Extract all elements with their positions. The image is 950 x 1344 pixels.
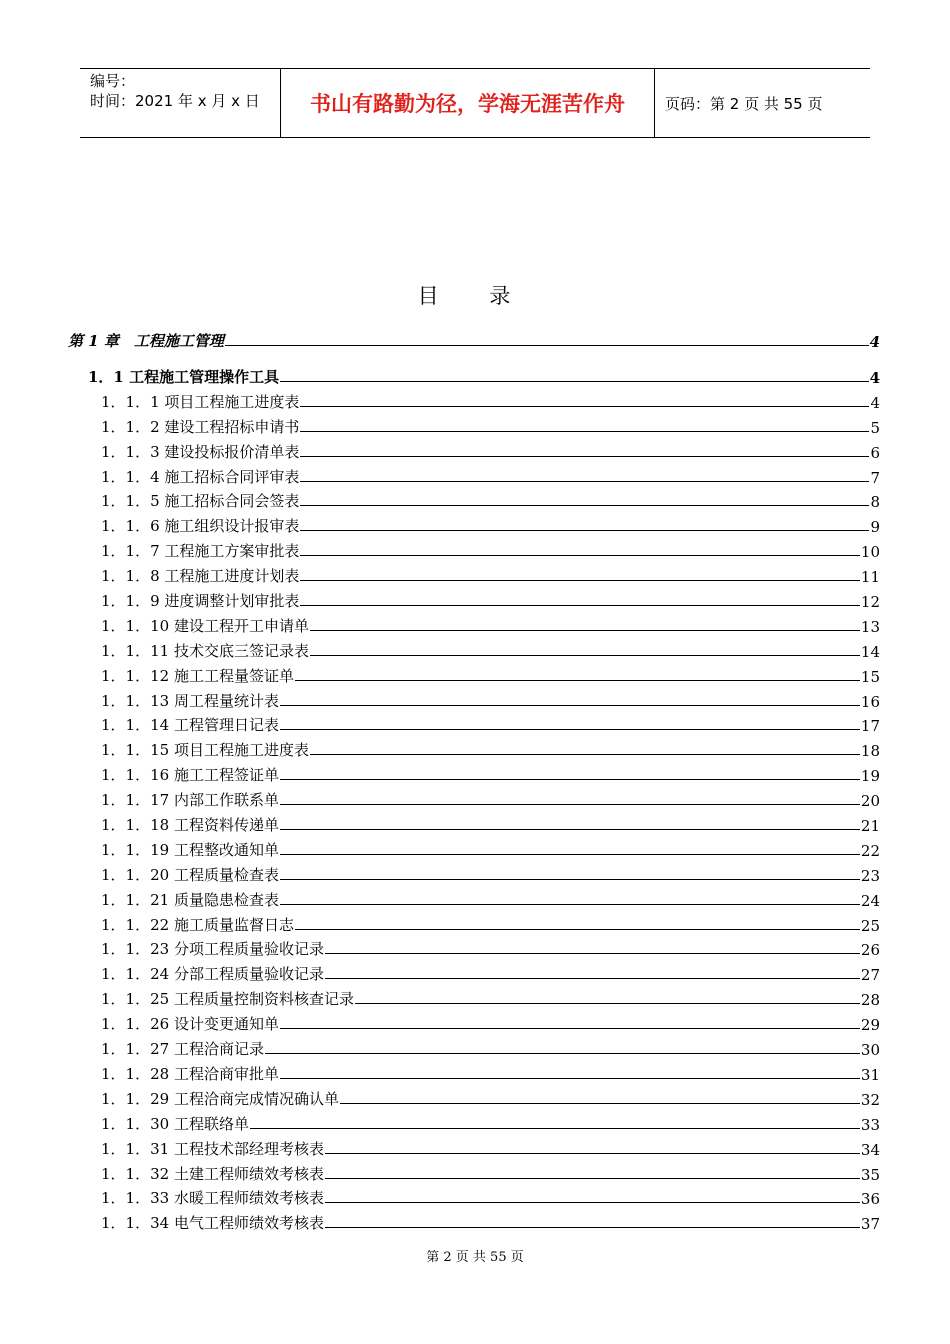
toc-entry-label: 1．1．17 内部工作联系单 bbox=[101, 791, 279, 810]
toc-entry-label: 1．1．24 分部工程质量验收记录 bbox=[101, 965, 324, 984]
toc-entry-label: 1．1．30 工程联络单 bbox=[101, 1114, 249, 1133]
toc-item-entry[interactable] bbox=[68, 1109, 880, 1134]
toc-item-entry[interactable] bbox=[68, 412, 880, 437]
toc-item-entry[interactable] bbox=[68, 785, 880, 810]
page-header bbox=[80, 68, 870, 138]
toc-entry-page: 31 bbox=[860, 1065, 880, 1084]
toc-item-entry[interactable] bbox=[68, 959, 880, 984]
toc-item-entry[interactable] bbox=[68, 511, 880, 536]
toc-item-entry[interactable] bbox=[68, 487, 880, 512]
toc-entry-label: 1．1．11 技术交底三签记录表 bbox=[101, 641, 309, 660]
toc-leader-line bbox=[225, 345, 869, 346]
toc-item-entry[interactable] bbox=[68, 561, 880, 586]
toc-entry-page: 8 bbox=[870, 493, 880, 512]
toc-leader-line bbox=[280, 729, 860, 730]
toc-leader-line bbox=[325, 953, 860, 954]
toc-leader-line bbox=[325, 1202, 860, 1203]
toc-item-entry[interactable] bbox=[68, 387, 880, 412]
toc-entry-label: 1．1．21 质量隐患检查表 bbox=[101, 890, 279, 909]
toc-entry-page: 15 bbox=[860, 667, 880, 686]
toc-item-entry[interactable] bbox=[68, 910, 880, 935]
toc-entry-label: 第 1 章 工程施工管理 bbox=[68, 332, 224, 350]
toc-entry-page: 26 bbox=[860, 941, 880, 960]
toc-item-entry[interactable] bbox=[68, 462, 880, 487]
toc-entry-label: 1．1．32 土建工程师绩效考核表 bbox=[101, 1164, 324, 1183]
toc-item-entry[interactable] bbox=[68, 735, 880, 760]
toc-item-entry[interactable] bbox=[68, 885, 880, 910]
toc-item-entry[interactable] bbox=[68, 1034, 880, 1059]
toc-entry-label: 1．1．9 进度调整计划审批表 bbox=[101, 592, 300, 611]
toc-leader-line bbox=[280, 804, 860, 805]
toc-leader-line bbox=[280, 1028, 860, 1029]
toc-entry-page: 12 bbox=[860, 593, 880, 612]
toc-leader-line bbox=[300, 481, 869, 482]
toc-item-entry[interactable] bbox=[68, 1134, 880, 1159]
toc-entry-page: 14 bbox=[860, 642, 880, 661]
toc-entry-label: 1．1．14 工程管理日记表 bbox=[101, 716, 279, 735]
toc-leader-line bbox=[280, 779, 860, 780]
toc-entry-page: 36 bbox=[860, 1190, 880, 1209]
toc-item-entry[interactable] bbox=[68, 984, 880, 1009]
toc-entry-page: 33 bbox=[860, 1115, 880, 1134]
toc-entry-page: 30 bbox=[860, 1041, 880, 1060]
toc-item-entry[interactable] bbox=[68, 437, 880, 462]
toc-entry-label: 1．1．33 水暖工程师绩效考核表 bbox=[101, 1189, 324, 1208]
toc-leader-line bbox=[310, 655, 860, 656]
toc-entry-page: 28 bbox=[860, 991, 880, 1010]
toc-entry-label: 1．1．15 项目工程施工进度表 bbox=[101, 741, 309, 760]
toc-item-entry[interactable] bbox=[68, 686, 880, 711]
toc-entry-label: 1．1．13 周工程量统计表 bbox=[101, 691, 279, 710]
toc-entry-page: 19 bbox=[860, 767, 880, 786]
toc-leader-line bbox=[310, 754, 860, 755]
page-footer: 第 2 页 共 55 页 bbox=[426, 1250, 524, 1265]
toc-leader-line bbox=[325, 1227, 860, 1228]
toc-entry-label: 1．1．18 工程资料传递单 bbox=[101, 816, 279, 835]
toc-entry-label: 1．1．16 施工工程签证单 bbox=[101, 766, 279, 785]
toc-item-entry[interactable] bbox=[68, 661, 880, 686]
toc-leader-line bbox=[280, 381, 868, 382]
toc-entry-page: 23 bbox=[860, 866, 880, 885]
toc-entry-page: 11 bbox=[860, 568, 880, 587]
toc-item-entry[interactable] bbox=[68, 611, 880, 636]
toc-leader-line bbox=[295, 929, 860, 930]
doc-time-label: 时间：2021 年 x 月 x 日 bbox=[90, 92, 260, 110]
toc-leader-line bbox=[280, 904, 860, 905]
toc-entry-label: 1．1．12 施工工程量签证单 bbox=[101, 666, 294, 685]
toc-entry-page: 4 bbox=[869, 333, 880, 351]
toc-leader-line bbox=[280, 829, 860, 830]
toc-entry-label: 1．1．22 施工质量监督日志 bbox=[101, 915, 294, 934]
toc-entry-label: 1．1．23 分项工程质量验收记录 bbox=[101, 940, 324, 959]
toc-entry-label: 1．1．29 工程洽商完成情况确认单 bbox=[101, 1089, 339, 1108]
toc-entry-label: 1．1．7 工程施工方案审批表 bbox=[101, 542, 300, 561]
toc-chapter-entry[interactable] bbox=[68, 327, 880, 351]
toc-entry-label: 1．1．6 施工组织设计报审表 bbox=[101, 517, 300, 536]
toc-entry-label: 1．1．1 项目工程施工进度表 bbox=[101, 392, 300, 411]
toc-item-entry[interactable] bbox=[68, 1159, 880, 1184]
toc-leader-line bbox=[300, 505, 869, 506]
toc-entry-label: 1．1．8 工程施工进度计划表 bbox=[101, 567, 300, 586]
toc-item-entry[interactable] bbox=[68, 711, 880, 736]
toc-leader-line bbox=[310, 630, 860, 631]
toc-leader-line bbox=[300, 406, 869, 407]
header-meta bbox=[80, 69, 281, 137]
toc-entry-page: 34 bbox=[860, 1140, 880, 1159]
toc-entry-label: 1．1．3 建设投标报价清单表 bbox=[101, 442, 300, 461]
toc-entry-label: 1．1．27 工程洽商记录 bbox=[101, 1040, 264, 1059]
toc-leader-line bbox=[300, 530, 869, 531]
toc-item-entry[interactable] bbox=[68, 1208, 880, 1233]
toc-entry-page: 32 bbox=[860, 1090, 880, 1109]
toc-leader-line bbox=[300, 580, 860, 581]
toc-entry-page: 16 bbox=[860, 692, 880, 711]
toc-item-entry[interactable] bbox=[68, 536, 880, 561]
toc-entry-label: 1．1．20 工程质量检查表 bbox=[101, 865, 279, 884]
toc-item-entry[interactable] bbox=[68, 1009, 880, 1034]
toc-leader-line bbox=[280, 1078, 860, 1079]
toc-entry-page: 37 bbox=[860, 1215, 880, 1234]
toc-leader-line bbox=[295, 680, 860, 681]
toc-entry-page: 18 bbox=[860, 742, 880, 761]
toc-leader-line bbox=[300, 431, 869, 432]
toc-entry-label: 1．1．26 设计变更通知单 bbox=[101, 1015, 279, 1034]
toc-entry-page: 13 bbox=[860, 617, 880, 636]
toc-title: 目 录 bbox=[417, 284, 533, 308]
toc-entry-page: 17 bbox=[860, 717, 880, 736]
toc-leader-line bbox=[280, 705, 860, 706]
toc-item-entry[interactable] bbox=[68, 935, 880, 960]
toc-entry-page: 4 bbox=[869, 369, 880, 387]
toc-item-entry[interactable] bbox=[68, 636, 880, 661]
toc-leader-line bbox=[280, 879, 860, 880]
toc-item-entry[interactable] bbox=[68, 835, 880, 860]
header-motto: 书山有路勤为径，学海无涯苦作舟 bbox=[281, 69, 655, 137]
toc-item-entry[interactable] bbox=[68, 1084, 880, 1109]
toc-entry-page: 20 bbox=[860, 792, 880, 811]
toc-leader-line bbox=[355, 1003, 860, 1004]
toc-item-entry[interactable] bbox=[68, 760, 880, 785]
toc-leader-line bbox=[325, 1178, 860, 1179]
header-page-info: 页码：第 2 页 共 55 页 bbox=[665, 94, 823, 113]
toc-entry-page: 10 bbox=[860, 543, 880, 562]
toc-entry-page: 4 bbox=[870, 393, 880, 412]
doc-number-label: 编号： bbox=[90, 72, 136, 90]
toc-entry-page: 5 bbox=[870, 418, 880, 437]
toc-entry-label: 1．1．4 施工招标合同评审表 bbox=[101, 467, 300, 486]
toc-item-entry[interactable] bbox=[68, 810, 880, 835]
toc-item-entry[interactable] bbox=[68, 586, 880, 611]
toc-entry-page: 35 bbox=[860, 1165, 880, 1184]
toc-entry-page: 21 bbox=[860, 817, 880, 836]
toc-entry-page: 7 bbox=[870, 468, 880, 487]
toc-item-list bbox=[68, 387, 880, 1233]
table-of-contents bbox=[68, 327, 880, 1233]
toc-entry-page: 27 bbox=[860, 966, 880, 985]
toc-entry-label: 1．1．28 工程洽商审批单 bbox=[101, 1064, 279, 1083]
toc-leader-line bbox=[280, 854, 860, 855]
toc-leader-line bbox=[300, 555, 860, 556]
toc-entry-page: 25 bbox=[860, 916, 880, 935]
toc-leader-line bbox=[325, 978, 860, 979]
toc-entry-label: 1．1．10 建设工程开工申请单 bbox=[101, 616, 309, 635]
toc-leader-line bbox=[265, 1053, 860, 1054]
toc-item-entry[interactable] bbox=[68, 1059, 880, 1084]
toc-entry-page: 6 bbox=[870, 443, 880, 462]
toc-entry-page: 24 bbox=[860, 891, 880, 910]
toc-entry-label: 1．1 工程施工管理操作工具 bbox=[88, 368, 280, 386]
toc-entry-page: 22 bbox=[860, 841, 880, 860]
toc-leader-line bbox=[300, 605, 860, 606]
toc-entry-label: 1．1．25 工程质量控制资料核查记录 bbox=[101, 990, 354, 1009]
toc-entry-page: 9 bbox=[870, 518, 880, 537]
toc-leader-line bbox=[300, 456, 869, 457]
toc-entry-label: 1．1．31 工程技术部经理考核表 bbox=[101, 1139, 324, 1158]
toc-item-entry[interactable] bbox=[68, 860, 880, 885]
toc-leader-line bbox=[250, 1128, 860, 1129]
toc-entry-label: 1．1．19 工程整改通知单 bbox=[101, 840, 279, 859]
toc-item-entry[interactable] bbox=[68, 1184, 880, 1209]
toc-leader-line bbox=[340, 1103, 860, 1104]
toc-entry-label: 1．1．2 建设工程招标申请书 bbox=[101, 417, 300, 436]
toc-entry-label: 1．1．34 电气工程师绩效考核表 bbox=[101, 1214, 324, 1233]
toc-entry-page: 29 bbox=[860, 1016, 880, 1035]
toc-leader-line bbox=[325, 1153, 860, 1154]
toc-section-entry[interactable] bbox=[68, 351, 880, 387]
toc-entry-label: 1．1．5 施工招标合同会签表 bbox=[101, 492, 300, 511]
